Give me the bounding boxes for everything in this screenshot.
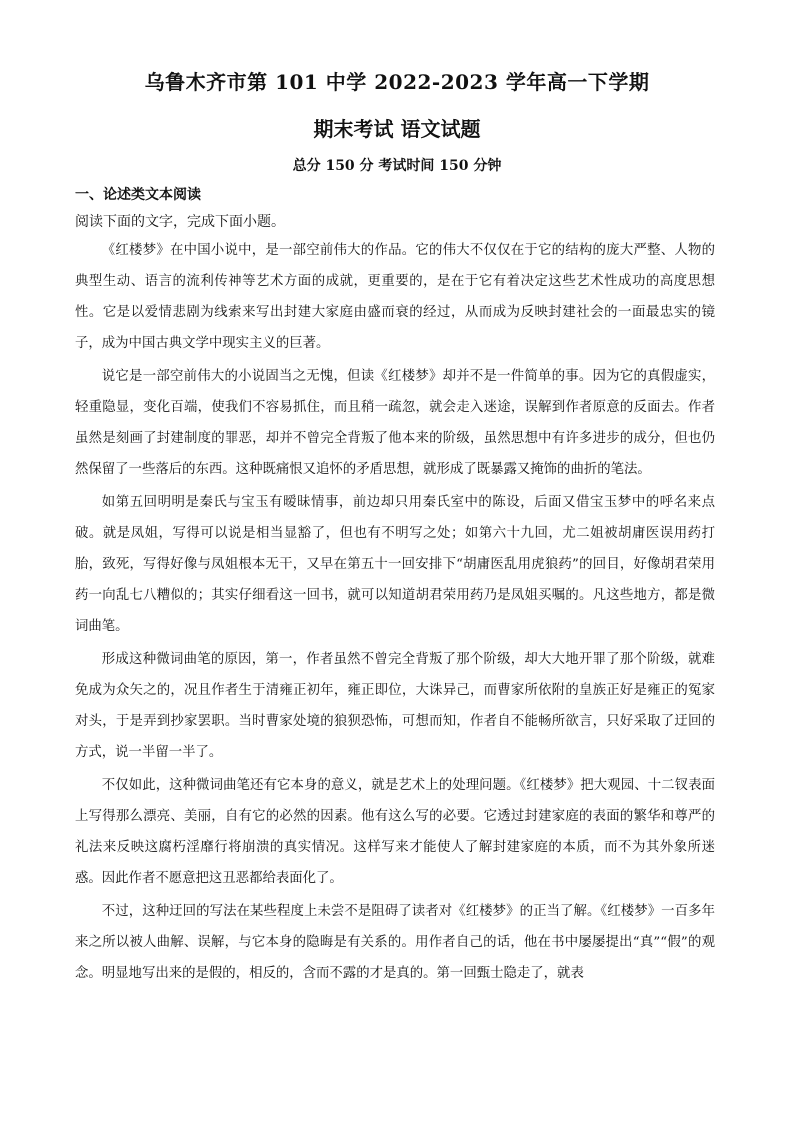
reading-instruction: 阅读下面的文字，完成下面小题。 (75, 214, 285, 230)
passage-paragraph-6: 不过，这种迂回的写法在某些程度上未尝不是阻碍了读者对《红楼梦》的正当了解。《红楼梦》一百多年来之所以被人曲解、误解，与它本身的隐晦是有关系的。用作者自己的话，他在书中屡屡提出“真”“假”的观念。明显地写出来的是假的，相反的，含而不露的才是真的。第一回甄士隐走了，就表 (75, 904, 715, 981)
passage-paragraph-3: 如第五回明明是秦氏与宝玉有暧昧情事，前边却只用秦氏室中的陈设，后面又借宝玉梦中的呼名来点破。就是凤姐，写得可以说是相当显豁了，但也有不明写之处；如第六十九回，尤二姐被胡庸医误用药打胎，致死，写得好像与凤姐根本无干，又早在第五十一回安排下“胡庸医乱用虎狼药”的回目，好像胡君荣用药一向乱七八糟似的；其实仔细看这一回书，就可以知道胡君荣用药乃是凤姐买嘱的。凡这些地方，都是微词曲笔。 (75, 495, 715, 634)
section-heading: 一、论述类文本阅读 (75, 187, 201, 203)
passage-paragraph-1: 《红楼梦》在中国小说中，是一部空前伟大的作品。它的伟大不仅仅在于它的结构的庞大严整、人物的典型生动、语言的流利传神等艺术方面的成就，更重要的，是在于它有着决定这些艺术性成功的高度思想性。它是以爱情悲剧为线索来写出封建大家庭由盛而衰的经过，从而成为反映封建社会的一面最忠实的镜子，成为中国古典文学中现实主义的巨著。 (75, 243, 715, 351)
passage-paragraph-5: 不仅如此，这种微词曲笔还有它本身的意义，就是艺术上的处理问题。《红楼梦》把大观园、十二钗表面上写得那么漂亮、美丽，自有它的必然的因素。他有这么写的必要。它透过封建家庭的表面的繁华和尊严的礼法来反映这腐朽淫靡行将崩溃的真实情况。这样写来才能使人了解封建家庭的本质，而不为其外象所迷惑。因此作者不愿意把这丑恶都给表面化了。 (75, 778, 715, 886)
passage-paragraph-4: 形成这种微词曲笔的原因，第一，作者虽然不曾完全背叛了那个阶级，却大大地开罪了那个阶级，就难免成为众矢之的，况且作者生于清雍正初年，雍正即位，大诛异己，而曹家所依附的皇族正好是雍正的冤家对头，于是弄到抄家罢职。当时曹家处境的狼狈恐怖，可想而知，作者自不能畅所欲言，只好采取了迂回的方式，说一半留一半了。 (75, 652, 715, 760)
exam-score-time-info: 总分 150 分 考试时间 150 分钟 (292, 158, 502, 174)
exam-title-line-1: 乌鲁木齐市第 101 中学 2022-2023 学年高一下学期 (144, 70, 650, 94)
passage-paragraph-2: 说它是一部空前伟大的小说固当之无愧，但读《红楼梦》却并不是一件简单的事。因为它的真假虚实，轻重隐显，变化百端，使我们不容易抓住，而且稍一疏忽，就会走入迷途，误解到作者原意的反面去。作者虽然是刻画了封建制度的罪恶，却并不曾完全背叛了他本来的阶级，虽然思想中有许多进步的成分，但也仍然保留了一些落后的东西。这种既痛恨又追怀的矛盾思想，就形成了既暴露又掩饰的曲折的笔法。 (75, 369, 715, 477)
reading-passage (75, 235, 715, 991)
exam-title-line-2: 期末考试 语文试题 (313, 117, 481, 141)
